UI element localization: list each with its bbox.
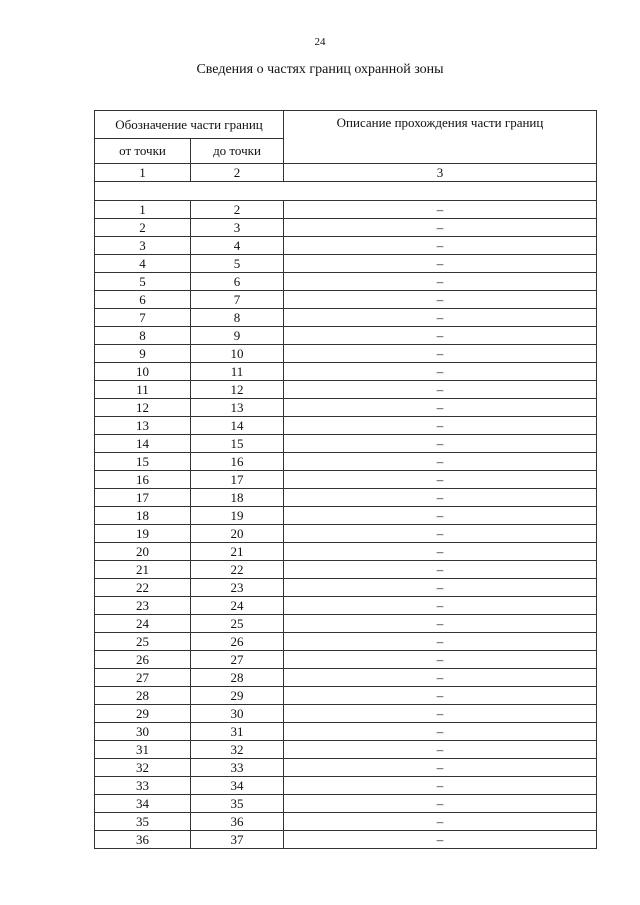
table-row — [95, 525, 597, 543]
description-cell: – — [284, 417, 597, 435]
description-cell: – — [284, 381, 597, 399]
table-row — [95, 273, 597, 291]
from-point-cell: 30 — [95, 723, 191, 741]
description-cell: – — [284, 759, 597, 777]
description-cell: – — [284, 669, 597, 687]
table-row — [95, 471, 597, 489]
column-number: 2 — [191, 164, 284, 182]
from-point-cell: 25 — [95, 633, 191, 651]
from-point-cell: 6 — [95, 291, 191, 309]
to-point-cell: 16 — [191, 453, 284, 471]
from-point-cell: 23 — [95, 597, 191, 615]
table-row — [95, 363, 597, 381]
column-number: 1 — [95, 164, 191, 182]
from-point-cell: 18 — [95, 507, 191, 525]
to-point-cell: 7 — [191, 291, 284, 309]
from-point-cell: 20 — [95, 543, 191, 561]
from-point-cell: 4 — [95, 255, 191, 273]
description-cell: – — [284, 831, 597, 849]
to-point-cell: 20 — [191, 525, 284, 543]
description-cell: – — [284, 471, 597, 489]
table-row — [95, 831, 597, 849]
description-cell: – — [284, 489, 597, 507]
to-point-cell: 14 — [191, 417, 284, 435]
to-point-cell: 5 — [191, 255, 284, 273]
column-number: 3 — [284, 164, 597, 182]
table-row — [95, 327, 597, 345]
to-point-cell: 35 — [191, 795, 284, 813]
from-point-cell: 2 — [95, 219, 191, 237]
from-point-cell: 15 — [95, 453, 191, 471]
to-point-cell: 12 — [191, 381, 284, 399]
from-point-cell: 14 — [95, 435, 191, 453]
table-row — [95, 777, 597, 795]
from-point-cell: 32 — [95, 759, 191, 777]
description-cell: – — [284, 345, 597, 363]
to-point-cell: 18 — [191, 489, 284, 507]
to-point-cell: 21 — [191, 543, 284, 561]
from-point-cell: 17 — [95, 489, 191, 507]
description-cell: – — [284, 363, 597, 381]
to-point-cell: 33 — [191, 759, 284, 777]
table-row — [95, 741, 597, 759]
table-row — [95, 633, 597, 651]
to-point-cell: 13 — [191, 399, 284, 417]
to-point-cell: 9 — [191, 327, 284, 345]
description-cell: – — [284, 201, 597, 219]
from-point-cell: 21 — [95, 561, 191, 579]
table-row — [95, 651, 597, 669]
to-point-cell: 3 — [191, 219, 284, 237]
table-row — [95, 399, 597, 417]
to-point-cell: 4 — [191, 237, 284, 255]
description-cell: – — [284, 723, 597, 741]
from-point-cell: 16 — [95, 471, 191, 489]
from-point-header: от точки — [95, 139, 191, 164]
description-cell: – — [284, 327, 597, 345]
description-cell: – — [284, 255, 597, 273]
from-point-cell: 19 — [95, 525, 191, 543]
to-point-cell: 15 — [191, 435, 284, 453]
to-point-cell: 29 — [191, 687, 284, 705]
from-point-cell: 10 — [95, 363, 191, 381]
to-point-cell: 23 — [191, 579, 284, 597]
to-point-cell: 32 — [191, 741, 284, 759]
from-point-cell: 28 — [95, 687, 191, 705]
description-cell: – — [284, 291, 597, 309]
description-cell: – — [284, 237, 597, 255]
to-point-cell: 19 — [191, 507, 284, 525]
empty-section-row — [95, 182, 597, 201]
to-point-cell: 22 — [191, 561, 284, 579]
table-row — [95, 507, 597, 525]
from-point-cell: 29 — [95, 705, 191, 723]
description-cell: – — [284, 525, 597, 543]
from-point-cell: 9 — [95, 345, 191, 363]
table-row — [95, 561, 597, 579]
from-point-cell: 27 — [95, 669, 191, 687]
table-row — [95, 219, 597, 237]
table-row — [95, 381, 597, 399]
boundary-description-header: Описание прохождения части границ — [284, 111, 597, 164]
from-point-cell: 12 — [95, 399, 191, 417]
table-row — [95, 291, 597, 309]
description-cell: – — [284, 399, 597, 417]
to-point-cell: 26 — [191, 633, 284, 651]
to-point-cell: 11 — [191, 363, 284, 381]
table-row — [95, 759, 597, 777]
table-row — [95, 669, 597, 687]
from-point-cell: 31 — [95, 741, 191, 759]
to-point-cell: 36 — [191, 813, 284, 831]
from-point-cell: 11 — [95, 381, 191, 399]
to-point-cell: 17 — [191, 471, 284, 489]
to-point-cell: 24 — [191, 597, 284, 615]
from-point-cell: 34 — [95, 795, 191, 813]
description-cell: – — [284, 813, 597, 831]
to-point-cell: 27 — [191, 651, 284, 669]
description-cell: – — [284, 633, 597, 651]
page-title: Сведения о частях границ охранной зоны — [196, 62, 444, 77]
description-cell: – — [284, 687, 597, 705]
page-number: 24 — [314, 36, 326, 48]
from-point-cell: 5 — [95, 273, 191, 291]
description-cell: – — [284, 507, 597, 525]
table-row — [95, 417, 597, 435]
table-row — [95, 237, 597, 255]
description-cell: – — [284, 777, 597, 795]
description-cell: – — [284, 543, 597, 561]
table-row — [95, 723, 597, 741]
to-point-cell: 10 — [191, 345, 284, 363]
table-row — [95, 597, 597, 615]
table-row — [95, 453, 597, 471]
description-cell: – — [284, 795, 597, 813]
table-row — [95, 435, 597, 453]
table-row — [95, 255, 597, 273]
to-point-cell: 30 — [191, 705, 284, 723]
from-point-cell: 22 — [95, 579, 191, 597]
from-point-cell: 36 — [95, 831, 191, 849]
boundary-designation-header: Обозначение части границ — [95, 111, 284, 139]
description-cell: – — [284, 273, 597, 291]
table-row — [95, 543, 597, 561]
from-point-cell: 7 — [95, 309, 191, 327]
boundary-parts-table — [94, 110, 597, 849]
to-point-cell: 25 — [191, 615, 284, 633]
table-row — [95, 687, 597, 705]
table-row — [95, 201, 597, 219]
description-cell: – — [284, 705, 597, 723]
from-point-cell: 3 — [95, 237, 191, 255]
table-row — [95, 615, 597, 633]
from-point-cell: 33 — [95, 777, 191, 795]
to-point-cell: 8 — [191, 309, 284, 327]
from-point-cell: 35 — [95, 813, 191, 831]
description-cell: – — [284, 435, 597, 453]
description-cell: – — [284, 561, 597, 579]
description-cell: – — [284, 615, 597, 633]
to-point-header: до точки — [191, 139, 284, 164]
description-cell: – — [284, 579, 597, 597]
table-row — [95, 705, 597, 723]
to-point-cell: 31 — [191, 723, 284, 741]
description-cell: – — [284, 453, 597, 471]
from-point-cell: 26 — [95, 651, 191, 669]
table-row — [95, 489, 597, 507]
to-point-cell: 2 — [191, 201, 284, 219]
description-cell: – — [284, 651, 597, 669]
to-point-cell: 6 — [191, 273, 284, 291]
to-point-cell: 34 — [191, 777, 284, 795]
from-point-cell: 24 — [95, 615, 191, 633]
table-row — [95, 813, 597, 831]
to-point-cell: 28 — [191, 669, 284, 687]
table-row — [95, 795, 597, 813]
table-body — [95, 182, 597, 849]
description-cell: – — [284, 597, 597, 615]
table-row — [95, 309, 597, 327]
from-point-cell: 8 — [95, 327, 191, 345]
description-cell: – — [284, 219, 597, 237]
empty-cell — [95, 182, 597, 201]
from-point-cell: 13 — [95, 417, 191, 435]
from-point-cell: 1 — [95, 201, 191, 219]
table-row — [95, 345, 597, 363]
description-cell: – — [284, 741, 597, 759]
table-row — [95, 579, 597, 597]
description-cell: – — [284, 309, 597, 327]
to-point-cell: 37 — [191, 831, 284, 849]
